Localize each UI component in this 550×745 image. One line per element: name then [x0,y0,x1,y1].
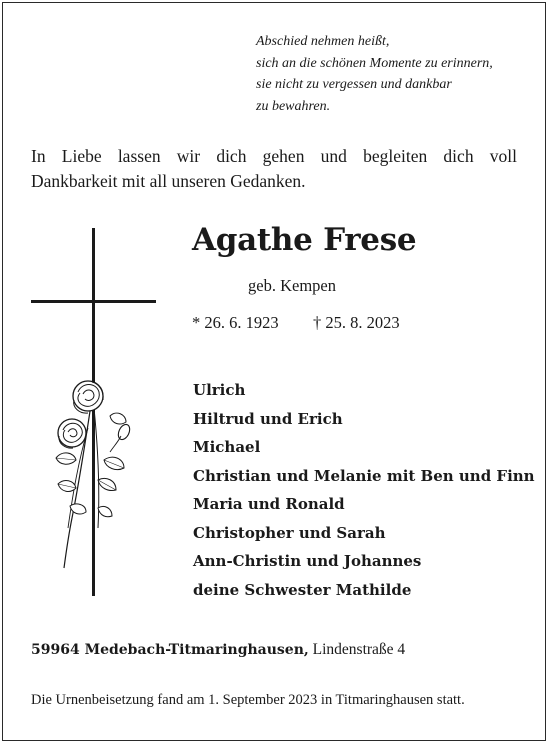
mourner-name: Christopher und Sarah [193,523,386,542]
mourner-name: Hiltrud und Erich [193,409,343,428]
intro-line: Dankbarkeit mit all unseren Gedanken. [31,171,306,191]
mourning-address [31,641,405,659]
motto-line: Abschied nehmen heißt, [256,34,390,49]
intro-line: In Liebe lassen wir dich gehen und begleiten dich voll [31,146,517,166]
address-postal-city: 59964 Medebach-Titmaringhausen, [31,642,309,658]
motto-line: sich an die schönen Momente zu erinnern, [256,55,493,71]
mourner-name: Christian und Melanie mit Ben und Finn [193,466,535,485]
life-dates [192,313,400,333]
death-date: † 25. 8. 2023 [313,313,400,332]
address-street: Lindenstraße 4 [312,641,406,658]
mourner-name: Ulrich [193,381,246,399]
motto-line: sie nicht zu vergessen und dankbar [256,77,452,92]
burial-notice: Die Urnenbeisetzung fand am 1. September 2023 in Titmaringhausen statt. [31,692,465,708]
cross-with-roses-icon [28,228,160,596]
birth-date: * 26. 6. 1923 [192,313,279,332]
deceased-name: Agathe Frese [192,222,417,258]
mourner-name: deine Schwester Mathilde [193,580,412,599]
birth-name: geb. Kempen [248,276,336,295]
mourner-name: Michael [193,438,261,456]
intro-text [31,144,517,194]
motto-verse [256,31,493,117]
mourner-name: Maria und Ronald [193,495,345,513]
motto-line: zu bewahren. [256,98,331,114]
mourners-list [193,376,535,604]
mourner-name: Ann-Christin und Johannes [193,552,422,570]
